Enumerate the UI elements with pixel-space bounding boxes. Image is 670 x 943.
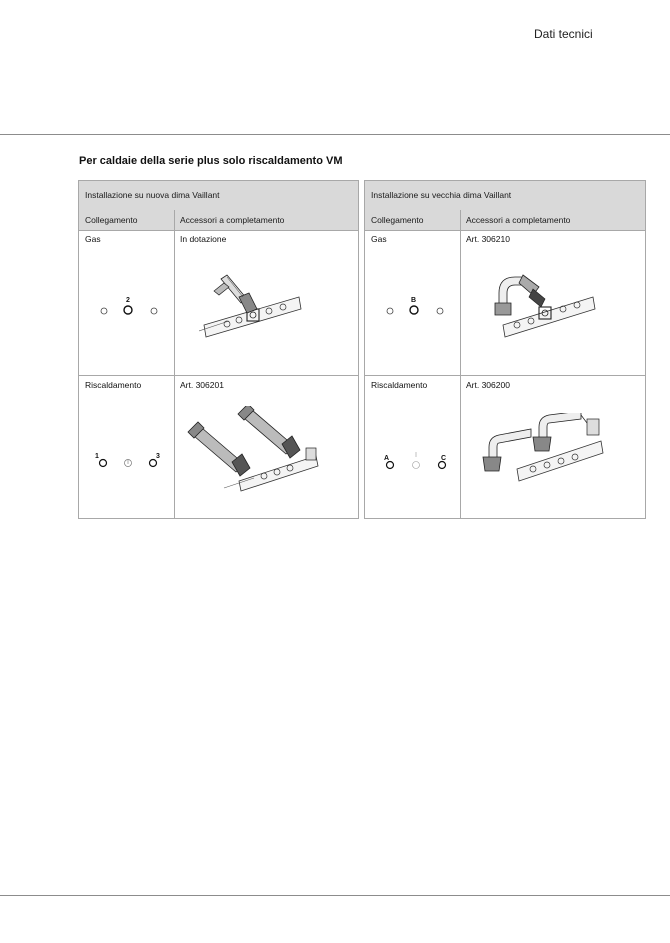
heating-fittings-illustration xyxy=(184,406,324,496)
diagram-label: 2 xyxy=(126,297,130,304)
diagram-label: C xyxy=(441,455,447,462)
column-divider xyxy=(174,210,175,518)
table-title: Installazione su nuova dima Vaillant xyxy=(79,181,358,211)
connection-diagram-heating xyxy=(89,449,164,473)
connection-gas: Gas xyxy=(85,234,101,244)
row-divider xyxy=(365,375,645,376)
diagram-label: 3 xyxy=(156,453,160,460)
diagram-label: 1 xyxy=(95,453,99,460)
table-header-row xyxy=(365,210,645,231)
column-header-accessories: Accessori a completamento xyxy=(180,215,285,225)
connection-heating: Riscaldamento xyxy=(85,380,142,390)
section-label: Dati tecnici xyxy=(534,27,593,41)
column-header-connection: Collegamento xyxy=(371,215,424,225)
diagram-label: A xyxy=(384,455,390,462)
connection-heating: Riscaldamento xyxy=(371,380,428,390)
column-header-connection: Collegamento xyxy=(85,215,138,225)
column-divider xyxy=(460,210,461,518)
column-header-accessories: Accessori a completamento xyxy=(466,215,571,225)
accessory-heating: Art. 306201 xyxy=(180,380,224,390)
table-new-template xyxy=(78,180,359,519)
table-old-template xyxy=(364,180,646,519)
table-title: Installazione su vecchia dima Vaillant xyxy=(365,181,645,211)
page-title: Per caldaie della serie plus solo riscaldamento VM xyxy=(79,155,343,167)
connection-gas: Gas xyxy=(371,234,387,244)
connection-diagram-heating xyxy=(375,449,455,473)
diagram-label: B xyxy=(411,297,417,304)
bottom-divider xyxy=(0,895,670,896)
connection-diagram-gas xyxy=(375,291,450,321)
top-divider xyxy=(0,134,670,135)
row-divider xyxy=(79,375,358,376)
accessory-gas: In dotazione xyxy=(180,234,227,244)
connection-diagram-gas xyxy=(89,291,164,321)
heating-connector-illustration xyxy=(469,413,609,493)
table-header-row xyxy=(79,210,358,231)
accessory-gas: Art. 306210 xyxy=(466,234,510,244)
accessory-heating: Art. 306200 xyxy=(466,380,510,390)
gas-valve-illustration xyxy=(199,269,309,339)
gas-connector-illustration xyxy=(483,273,603,339)
